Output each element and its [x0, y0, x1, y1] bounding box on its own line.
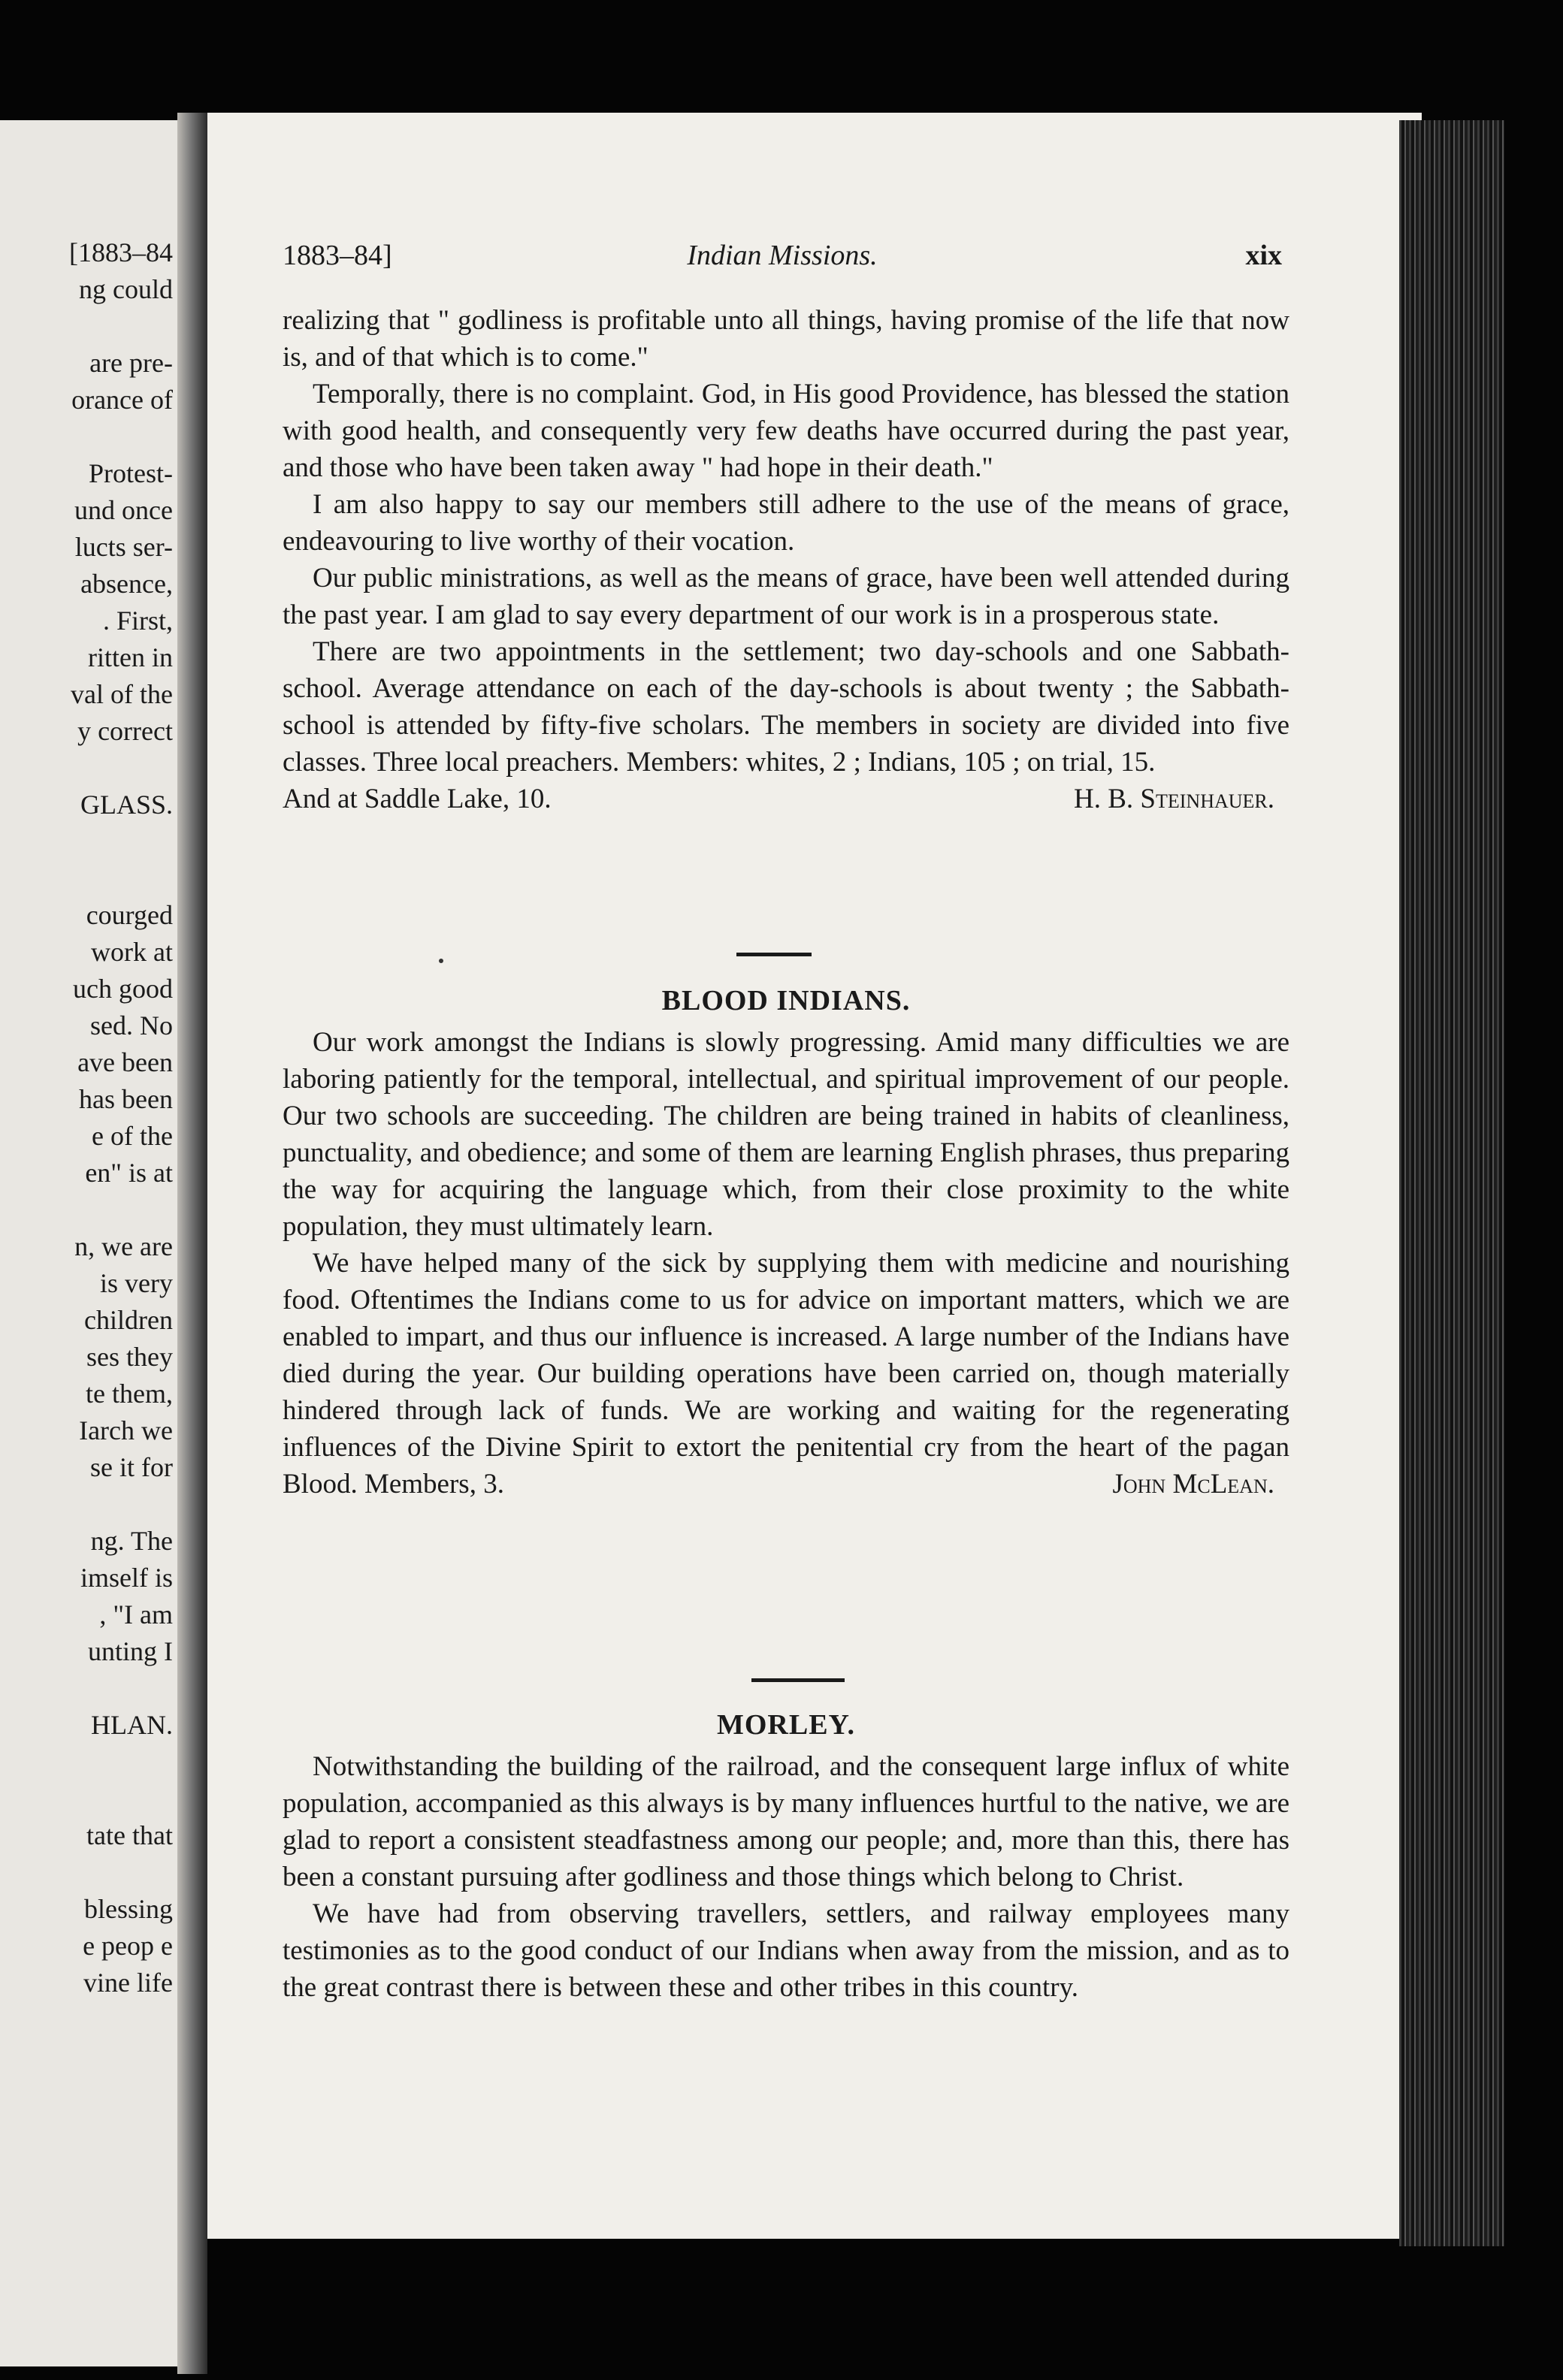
facing-page-line: val of the [71, 679, 173, 709]
running-header [283, 239, 1282, 276]
facing-page-line: e peop e [83, 1931, 173, 1961]
facing-page-line: tate that [86, 1820, 173, 1850]
facing-page-line: courged [86, 900, 173, 930]
section-heading: MORLEY. [716, 1709, 855, 1741]
facing-page-line: orance of [71, 385, 173, 415]
paragraph: We have helped many of the sick by supplying them with medicine and nourishing food. Oftentimes the Indians come to us for advice on important matters, which we are enabled to impart, and thus our influence is increased. A large number of the Indians have died during the year. Our building operations have been carried on, though materially hindered through lack of funds. We are working and waiting for the regenerating influences of the Divine Spirit to extort the penitential cry from the heart of the pagan Blood. Members, 3. [283, 1248, 1289, 1500]
facing-page-line: work at [91, 937, 173, 967]
paragraph: I am also happy to say our members still adhere to the use of the means of grace, endeavouring to live worthy of their vocation. [283, 489, 1289, 557]
facing-page-line: e of the [92, 1121, 173, 1151]
signature: John McLean. [1112, 1469, 1274, 1500]
facing-page-line: is very [100, 1268, 173, 1298]
facing-page-line: ritten in [88, 642, 173, 672]
facing-page-line: ng. The [90, 1526, 173, 1556]
facing-page-line: HLAN. [91, 1710, 173, 1740]
closing-line [283, 781, 1289, 817]
section-divider [736, 953, 812, 956]
header-year: 1883–84] [283, 240, 392, 271]
facing-page-line: blessing [83, 1894, 173, 1924]
facing-page-line: te them, [86, 1379, 173, 1409]
section-steinhauer-report [283, 302, 1289, 817]
facing-page [0, 120, 177, 2366]
header-title: Indian Missions. [687, 240, 878, 271]
section-heading: BLOOD INDIANS. [661, 985, 911, 1016]
section-divider [751, 1678, 845, 1682]
facing-page-line: n, we are [74, 1231, 173, 1261]
paragraph: We have had from observing travellers, settlers, and railway employees many testimonies as to the good conduct of our Indians when away from the mission, and as to the great contrast there is between these and other tribes in this country. [283, 1898, 1289, 2003]
book-gutter [177, 113, 207, 2374]
paragraph: Notwithstanding the building of the railroad, and the consequent large influx of white population, accompanied as this always is by many influences hurtful to the native, we are glad to report a consistent steadfastness among our people; and, more than this, there has been a constant pursuing after godliness and those things which belong to Christ. [283, 1751, 1289, 1892]
facing-page-line: children [84, 1305, 173, 1335]
page-number: xix [1245, 240, 1282, 271]
facing-page-line: ave been [77, 1047, 173, 1077]
facing-page-line: en" is at [85, 1158, 173, 1188]
signature: H. B. Steinhauer. [1074, 784, 1274, 814]
facing-page-line: Iarch we [79, 1415, 173, 1445]
facing-page-line: uch good [73, 974, 173, 1004]
facing-page-line: are pre- [89, 348, 173, 378]
facing-page-line: , "I am [99, 1599, 173, 1629]
page-edges [1399, 120, 1504, 2246]
facing-page-line: sed. No [90, 1010, 173, 1040]
facing-page-line: vine life [83, 1968, 173, 1998]
facing-page-line: und once [74, 495, 173, 525]
facing-page-line: se it for [90, 1452, 173, 1482]
facing-page-line: has been [79, 1084, 173, 1114]
facing-page-line: Protest- [89, 458, 173, 488]
paragraph: Our public ministrations, as well as the means of grace, have been well attended during the past year. I am glad to say every department of our work is in a prosperous state. [283, 563, 1289, 630]
facing-page-line: ses they [86, 1342, 173, 1372]
facing-page-line: . First, [102, 606, 173, 636]
saddle-lake-line: And at Saddle Lake, 10. [283, 784, 552, 814]
paragraph: realizing that " godliness is profitable unto all things, having promise of the life that now is, and of that which is to come." [283, 305, 1289, 373]
facing-page-line: lucts ser- [74, 532, 173, 562]
paragraph: Temporally, there is no complaint. God, in His good Providence, has blessed the station with good health, and consequently very few deaths have occurred during the past year, and those who have been taken away " had hope in their death." [283, 379, 1289, 483]
paragraph: There are two appointments in the settlement; two day-schools and one Sabbath-school. Average attendance on each of the day-schools is about twenty ; the Sabbath-school is attended by fifty-five scholars. The members in society are divided into five classes. Three local preachers. Members: whites, 2 ; Indians, 105 ; on trial, 15. [283, 636, 1289, 778]
facing-page-line: GLASS. [80, 790, 173, 820]
ink-speck [439, 959, 443, 963]
section-blood-indians [283, 983, 1289, 1503]
facing-page-line: y correct [77, 716, 173, 746]
facing-page-line: imself is [80, 1563, 173, 1593]
facing-page-line: unting I [88, 1636, 173, 1666]
facing-page-line: [1883–84 [69, 237, 173, 267]
facing-page-line: ng could [79, 274, 173, 304]
paragraph: Our work amongst the Indians is slowly progressing. Amid many difficulties we are laboring patiently for the temporal, intellectual, and spiritual improvement of our people. Our two schools are succeeding. The children are being trained in habits of cleanliness, punctuality, and obedience; and some of them are learning English phrases, thus preparing the way for acquiring the language which, from their close proximity to the white population, they must ultimately learn. [283, 1027, 1289, 1242]
facing-page-line: absence, [80, 569, 173, 599]
section-morley [283, 1707, 1289, 2006]
